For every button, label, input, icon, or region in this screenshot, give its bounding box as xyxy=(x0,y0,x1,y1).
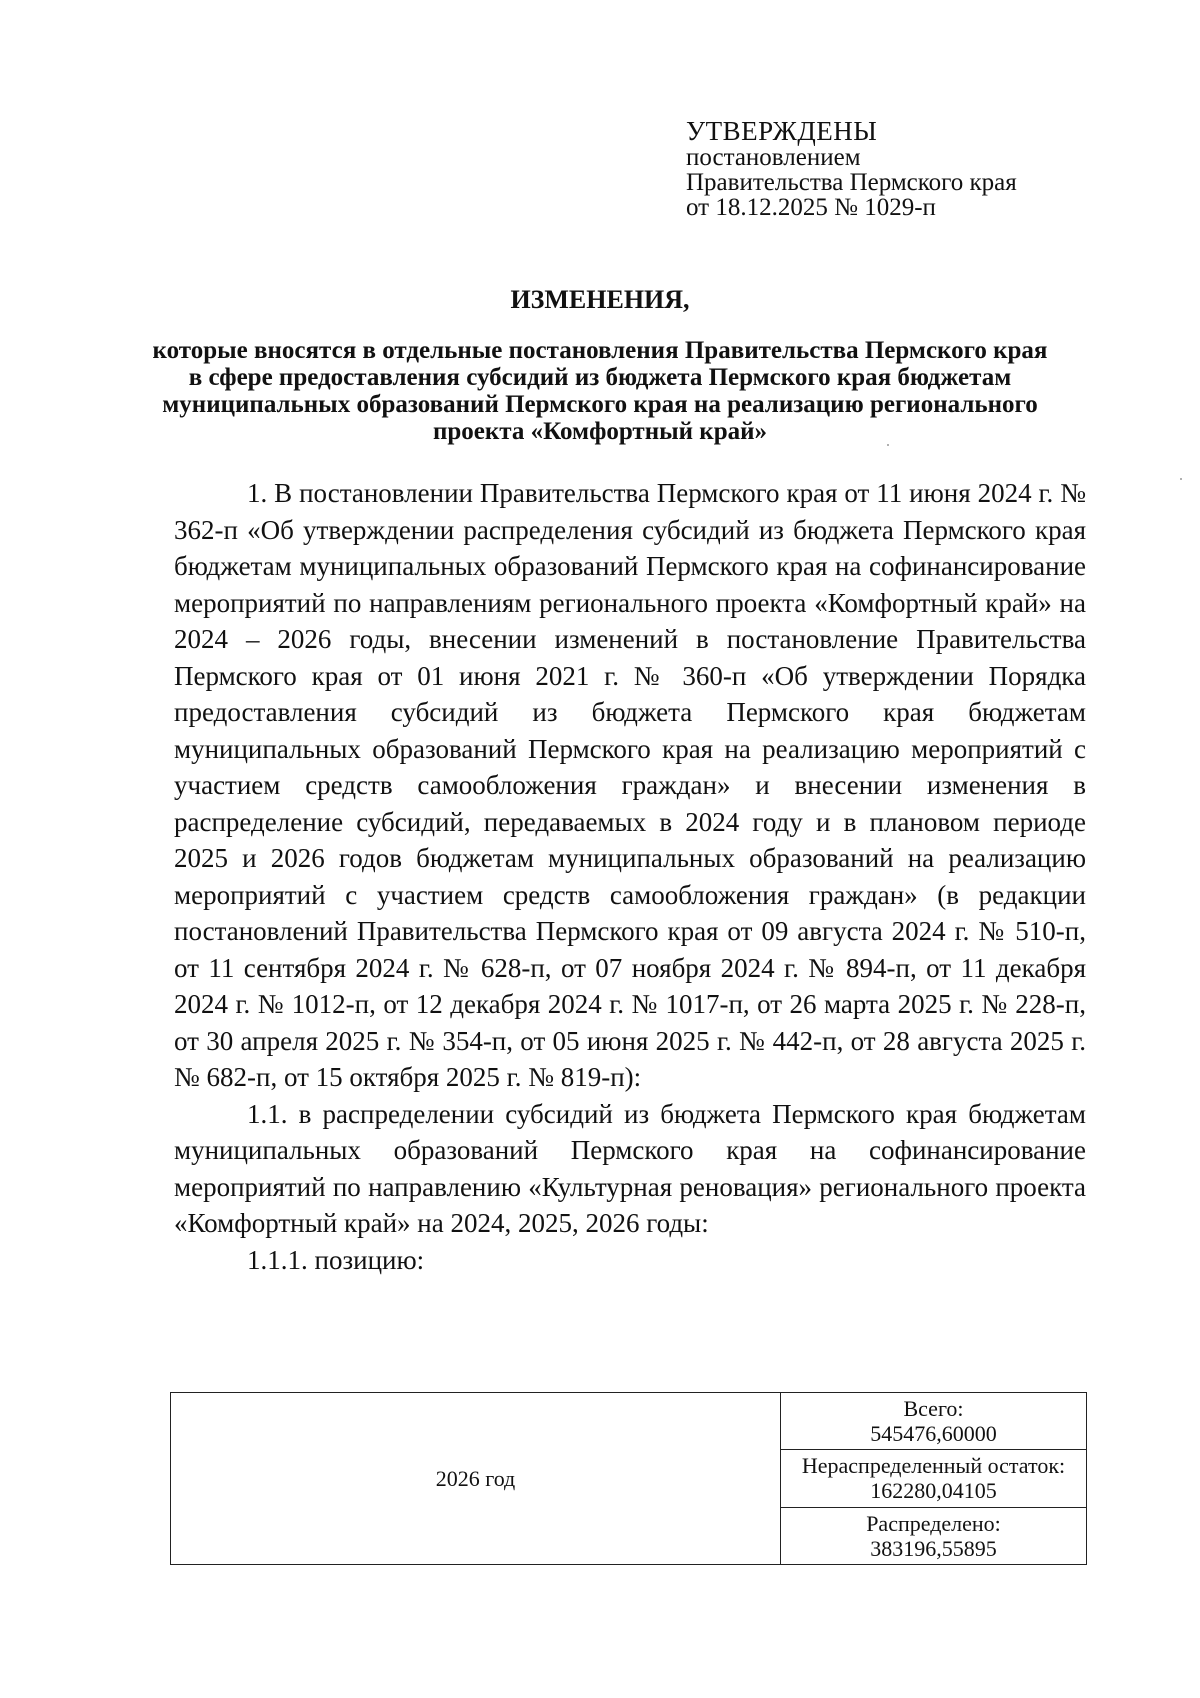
remainder-label: Нераспределенный остаток: xyxy=(801,1453,1066,1479)
document-body xyxy=(174,475,1086,1278)
heading-title: ИЗМЕНЕНИЯ, xyxy=(510,285,690,314)
document-heading xyxy=(120,285,1080,445)
distributed-cell xyxy=(781,1507,1087,1564)
total-cell xyxy=(781,1393,1087,1450)
distributed-label: Распределено: xyxy=(866,1510,1001,1536)
paragraph-1-1: 1.1. в распределении субсидий из бюджета Пермского края бюджетам муниципальных образований Пермского края на софинансирование мероприятий по направлению «Культурная реновация» регионального проекта «Комфортный край» на 2024, 2025, 2026 годы: xyxy=(174,1098,1086,1238)
total-label: Всего: xyxy=(903,1396,964,1422)
year-cell: 2026 год xyxy=(171,1393,781,1565)
heading-subtitle: которые вносятся в отдельные постановления Правительства Пермского края в сфере предоставления субсидий из бюджета Пермского края бюджетам муниципальных образований Пермского края на реализацию регионального проекта «Комфортный край» xyxy=(152,337,1048,445)
remainder-cell xyxy=(781,1450,1087,1507)
scan-speck xyxy=(1180,478,1182,480)
approval-line-2: Правительства Пермского края xyxy=(686,169,1017,196)
approval-line-3: от 18.12.2025 № 1029-п xyxy=(686,194,936,221)
approval-stamp xyxy=(686,118,1146,220)
total-value: 545476,60000 xyxy=(870,1421,997,1447)
approval-line-1: постановлением xyxy=(686,144,861,171)
table-row xyxy=(171,1393,1087,1450)
paragraph-1: 1. В постановлении Правительства Пермского края от 11 июня 2024 г. № 362-п «Об утверждении распределения субсидий из бюджета Пермского края бюджетам муниципальных образований Пермского края на софинансирование мероприятий по направлениям регионального проекта «Комфортный край» на 2024 – 2026 годы, внесении изменений в постановление Правительства Пермского края от 01 июня 2021 г. № 360-п «Об утверждении Порядка предоставления субсидий из бюджета Пермского края бюджетам муниципальных образований Пермского края на реализацию мероприятий с участием средств самообложения граждан» и внесении изменения в распределение субсидий, передаваемых в 2024 году и в плановом периоде 2025 и 2026 годов бюджетам муниципальных образований на реализацию мероприятий с участием средств самообложения граждан» (в редакции постановлений Правительства Пермского края от 09 августа 2024 г. № 510-п, от 11 сентября 2024 г. № 628-п, от 07 ноября 2024 г. № 894-п, от 11 декабря 2024 г. № 1012-п, от 12 декабря 2024 г. № 1017-п, от 26 марта 2025 г. № 228-п, от 30 апреля 2025 г. № 354-п, от 05 июня 2025 г. № 442-п, от 28 августа 2025 г. № 682-п, от 15 октября 2025 г. № 819-п): xyxy=(174,478,1086,1092)
approval-title: УТВЕРЖДЕНЫ xyxy=(686,116,878,146)
distributed-value: 383196,55895 xyxy=(870,1535,997,1561)
paragraph-1-1-1: 1.1.1. позицию: xyxy=(247,1244,425,1275)
remainder-value: 162280,04105 xyxy=(870,1478,997,1504)
position-table xyxy=(170,1392,1087,1565)
scan-speck xyxy=(887,444,889,446)
